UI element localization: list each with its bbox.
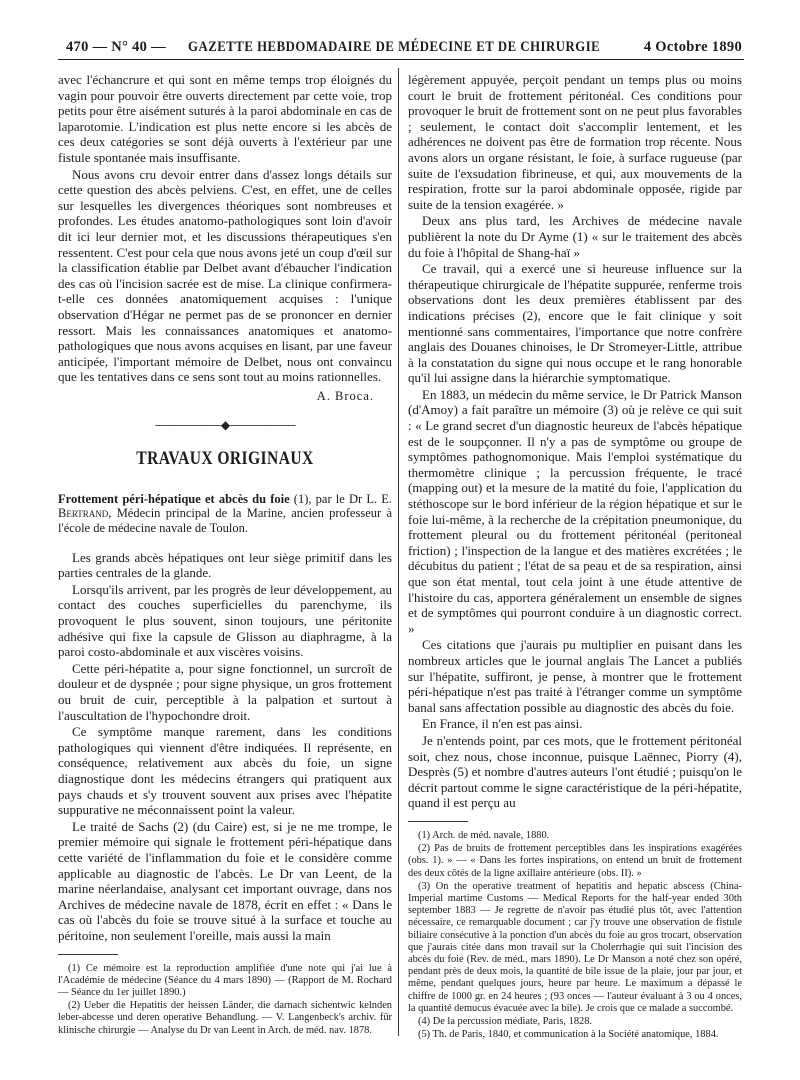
ornament-divider: ——————◆——————: [154, 417, 296, 432]
paragraph: légèrement appuyée, perçoit pendant un temps plus ou moins court le bruit de frottement péritonéal. Ces conditions pour provoquer le bruit de frottement sont on ne peut plus favorables ; seulement, le contact doit s'accomplir lentement, et les adhérences ne doivent pas être de formation trop récente. Nous avons alors un organe résistant, le foie, à surface rugueuse (par suite de l'exsudation fibrineuse, et qui, aux mouvements de la respiration, frotte sur la paroi abdominale opposée, rigide par suite de la tension exagérée. »: [408, 72, 742, 212]
journal-title: GAZETTE HEBDOMADAIRE DE MÉDECINE ET DE CHIRURGIE: [188, 39, 601, 55]
footnote-separator: [408, 821, 468, 822]
footnote-separator: [58, 954, 118, 955]
signature: A. Broca.: [316, 388, 374, 403]
footnote: (1) Ce mémoire est la reproduction amplifiée d'une note qui j'ai lue à l'Académie de médecine (Séance du 4 mars 1890) — (Rapport de M. Rochard — Séance du 1er juillet 1890.): [58, 962, 392, 998]
paragraph: Le traité de Sachs (2) (du Caire) est, si je ne me trompe, le premier mémoire qui signale le frottement péri-hépatique dans cette variété de l'inflammation du foie et le considère comme applicable au diagnostic de l'abcès. Le Dr van Leent, de la marine néerlandaise, analysant cet important ouvrage, dans nos Archives de médecine navale de 1878, écrit en effet : « Dans le cas où l'abcès du foie se trouve situé à la surface et touche au péritoine, non seulement l'oreille, mais aussi la main: [58, 818, 392, 943]
right-column: [408, 72, 742, 1042]
left-column: [58, 72, 392, 1038]
section-title: TRAVAUX ORIGINAUX: [136, 447, 314, 469]
issue-date: 4 Octobre 1890: [643, 39, 742, 55]
paragraph: En France, il n'en est pas ainsi.: [422, 716, 583, 732]
paragraph: Ce travail, qui a exercé une si heureuse influence sur la thérapeutique chirurgicale de l'hépatite suppurée, renferme trois observations dont les deux premières établissent par des indications précises (2), encore que le fait clinique y soit mentionné sans commentaires, l'importance que notre confrère anglais des Douanes chinoises, le Dr Stromeyer-Little, attribue à la constatation du signe qui nous occupe et le rang honorable qu'il lui assigne dans la hiérarchie symptomatique.: [408, 261, 742, 386]
footnote: (3) On the operative treatment of hepatitis and hepatic abscess (China-Imperial martime Customs — Medical Reports for the half-year ended 30th september 1883 — Je regrette de n'avoir pas étudié plus tôt, avec l'attention nécessaire, ce remarquable document ; car j'y trouve une observation de fistule biliaire consécutive à la ponction d'un abcès du foie au gros trocart, observation que j'aurais citée dans mon travail sur la Cholerrhagie qui suit l'incision des abcès du foie (Rev. de méd., mars 1890). Le Dr Manson a noté chez son opéré, pendant près de deux mois, la quantité de bile issue de la plaie, jour par jour, et même, pendant quelques jours, heure par heure. Le maximum a dépassé le chiffre de 1000 gr. en 24 heures ; (93 onces — l'auteur évaluant à 3 ou 4 onces, la quantité demucus évacuée avec la bile). Je crois que ce malade a succombé.: [408, 880, 742, 1014]
paragraph: avec l'échancrure et qui sont en même temps trop éloignés du vagin pour pouvoir être ouverts directement par cette voie, trop petits pour être aisément suturés à la paroi abdominale en cas de laparotomie. L'indication est plus nette encore si les abcès de ces deux catégories se sont déjà ouverts à l'extérieur par une fistule spontanée mais insuffisante.: [58, 72, 392, 165]
footnote: (4) De la percussion médiate, Paris, 1828.: [418, 1015, 592, 1027]
paragraph: Ce symptôme manque rarement, dans les conditions pathologiques qui viennent d'être indiquées. Il représente, en conséquence, relativement aux abcès du foie, un signe diagnostique dont les médecins étrangers qui pratiquent aux pays chauds et s'y trouvent souvent aux prises avec l'hépatite suppurative ne méconnaissent point la valeur.: [58, 724, 392, 818]
footnote: (5) Th. de Paris, 1840, et communication à la Société anatomique, 1884.: [418, 1029, 719, 1041]
footnote: (2) Pas de bruits de frottement perceptibles dans les inspirations exagérées (obs. 1). » — « Dans les fortes inspirations, on entend un bruit de frottement des deux côtés de la ligne axillaire antérieure (obs. II). »: [408, 843, 742, 879]
article-title: Frottement péri-hépatique et abcès du foie: [58, 491, 290, 506]
paragraph: Les grands abcès hépatiques ont leur siège primitif dans les parties centrales de la glande.: [58, 549, 392, 581]
article-author: L. E. Bertrand: [58, 491, 392, 521]
paragraph: Cette péri-hépatite a, pour signe fonctionnel, un surcroît de douleur et de dyspnée ; pour signe physique, un gros frottement ou bruit de cuir, perceptible à la palpation et surtout à l'auscultation de l'hypochondre droit.: [58, 660, 392, 723]
paragraph: Je n'entends point, par ces mots, que le frottement péritonéal soit, chez nous, chose inconnue, puisque Laënnec, Piorry (4), Desprès (5) et nombre d'autres auteurs l'ont étudié ; puisqu'on le décrit partout comme le signe caractéristique de la péri-hépatite, quand il est perçu au: [408, 732, 742, 811]
footnote: (2) Ueber die Hepatitis der heissen Länder, die darnach sichentwic kelnden leber-abcesse und deren operative Behandlung. — V. Langenbeck's archiv. für klinische chirurgie — Analyse du Dr van Leent in Arch. de méd. nav. 1878.: [58, 1000, 392, 1036]
paragraph: En 1883, un médecin du même service, le Dr Patrick Manson (d'Amoy) a fait paraître un mémoire (3) où je relève ce qui suit : « Le grand secret d'un diagnostic heureux de l'abcès hépatique est de le soupçonner. Il n'y a pas de symptôme ou groupe de symptômes pathognomonique. Mais l'emploi systématique du thermomètre clinique ; la percussion fréquente, le tracé (mapping out) et la mesure de la matité du foie, l'application du stéthoscope sur le bord inférieur de la région hépatique et sur le foie lui-même, à la recherche de la crépitation pneumonique, du frottement pleural ou du frottement péritonéal (peritoneal friction) ; l'inspection de la langue et des matières excrétées ; le décubitus du patient ; l'état de sa peau et de sa respiration, ainsi que son état mental, tout cela joint à une étude attentive de l'histoire du cas, apportera généralement un ensemble de signes et de symptômes qui pourront conduire à un diagnostic correct. »: [408, 386, 742, 636]
running-header: [58, 38, 744, 60]
paragraph: Nous avons cru devoir entrer dans d'assez longs détails sur cette question des abcès pelviens. C'est, en effet, une de celles sur lesquelles les divergences théoriques sont nombreuses et profondes. Les études anatomo-pathologiques sont loin d'avoir dit ici leur dernier mot, et les discussions thérapeutiques s'en ressentent. C'est pour cela que nous avons jeté un coup d'œil sur la classification établie par Delbet avant d'ébaucher l'indication des cas où l'incision sacrée est de mise. La clinique confirmera-t-elle ces données anatomiquement acquises : l'unique observation d'Hégar ne permet pas de se prononcer en dernier ressort. Mais les connaissances anatomiques et anatomo-pathologiques que nous avons acquises en lisant, par une faveur anticipée, l'important mémoire de Delbet, nous ont convaincu que les tentatives dans ce sens sont tout au moins rationnelles.: [58, 166, 392, 385]
paragraph: Deux ans plus tard, les Archives de médecine navale publièrent la note du Dr Ayme (1) « sur le traitement des abcès du foie à l'hôpital de Shang-haï »: [408, 213, 742, 260]
column-rule: [398, 68, 399, 1036]
article-heading: [58, 492, 392, 536]
paragraph: Lorsqu'ils arrivent, par les progrès de leur développement, au contact des couches superficielles du parenchyme, ils provoquent le plus souvent, sinon toujours, une péritonite adhésive qui fixe la capsule de Glisson au diaphragme, à la paroi costo-abdominale et aux viscères voisins.: [58, 581, 392, 660]
paragraph: Ces citations que j'aurais pu multiplier en puisant dans les nombreux articles que le journal anglais The Lancet a publiés sur l'hépatite, suffiront, je pense, à montrer que le frottement péri-hépatique n'est pas traité à l'étranger comme un symptôme banal sans affectation possible au diagnostic des abcès du foie.: [408, 637, 742, 715]
page-number: 470 — N° 40 —: [66, 39, 166, 55]
footnote: (1) Arch. de méd. navale, 1880.: [418, 829, 550, 841]
article-affiliation: , Médecin principal de la Marine, ancien professeur à l'école de médecine navale de Toulon.: [58, 506, 392, 536]
article-ref: (1), par le Dr: [289, 491, 367, 506]
